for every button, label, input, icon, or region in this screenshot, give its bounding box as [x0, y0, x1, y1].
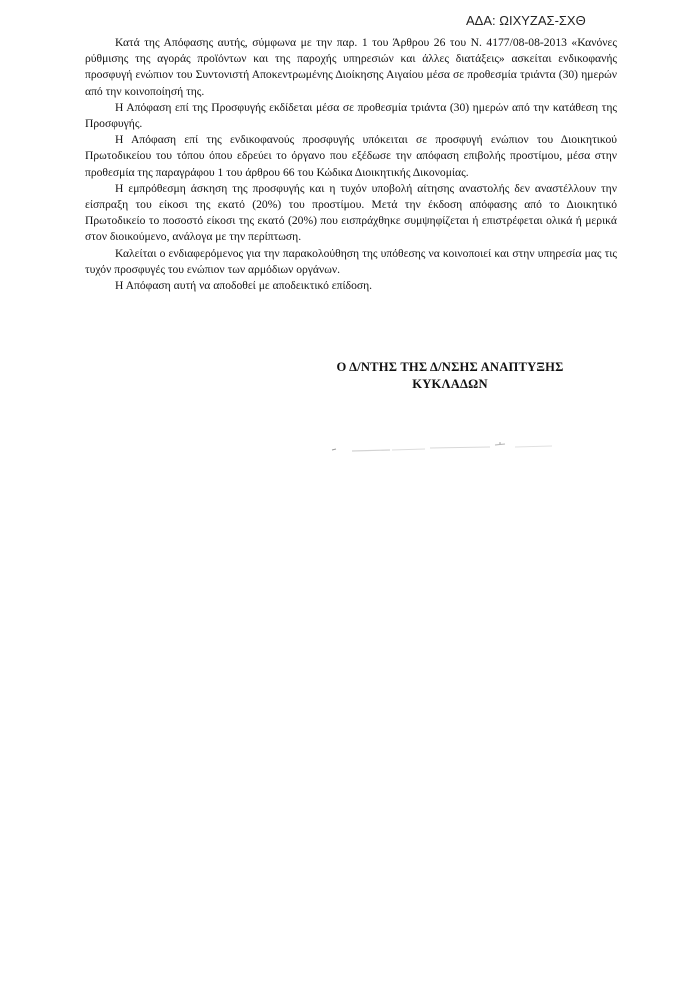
paragraph-court-appeal: Η Απόφαση επί της ενδικοφανούς προσφυγής υπόκειται σε προσφυγή ενώπιον του Διοικητικού Πρωτοδικείου του τόπου όπου εδρεύει το όργανο που εξέδωσε την απόφαση επιβολής προστίμου, μέσα στην προθεσμία της παραγράφου 1 του άρθρου 66 του Κώδικα Διοικητικής Δικονομίας.: [85, 133, 617, 179]
ada-code: ΑΔΑ: ΩΙΧΥΖΑΣ-ΣΧΘ: [466, 13, 586, 25]
paragraph-appeal-right: Κατά της Απόφασης αυτής, σύμφωνα με την παρ. 1 του Άρθρου 26 του Ν. 4177/08-08-2013 «Κανόνες ρύθμισης της αγοράς προϊόντων και της παροχής υπηρεσιών και άλλες διατάξεις» ασκείται ενδικοφανής προσφυγή ενώπιον του Συντονιστή Αποκεντρωμένης Διοίκησης Αιγαίου μέσα σε προθεσμία τριάντα (30) ημερών από την κοινοποίησή της.: [85, 36, 617, 98]
signature-title: Ο Δ/ΝΤΗΣ ΤΗΣ Δ/ΝΣΗΣ ΑΝΑΠΤΥΞΗΣ: [336, 360, 564, 374]
paragraph-notification: Καλείται ο ενδιαφερόμενος για την παρακολούθηση της υπόθεσης να κοινοποιεί και στην υπηρεσία μας τις τυχόν προσφυγές του ενώπιον των αρμόδιων οργάνων.: [85, 246, 617, 276]
document-body: [85, 35, 617, 294]
paragraph-suspension: Η εμπρόθεσμη άσκηση της προσφυγής και η τυχόν υποβολή αίτησης αναστολής δεν αναστέλλουν την είσπραξη του είκοσι της εκατό (20%) του προστίμου. Μετά την έκδοση απόφασης από το Διοικητικό Πρωτοδικείο το ποσοστό είκοσι της εκατό (20%) που εισπράχθηκε συμψηφίζεται ή επιστρέφεται ολικά ή μερικά στον διοικούμενο, ανάλογα με την περίπτωση.: [85, 181, 617, 244]
paragraph-decision-deadline: Η Απόφαση επί της Προσφυγής εκδίδεται μέσα σε προθεσμία τριάντα (30) ημερών από την κατάθεση της Προσφυγής.: [85, 100, 617, 131]
paragraph-delivery: Η Απόφαση αυτή να αποδοθεί με αποδεικτικό επίδοση.: [115, 279, 373, 293]
signature-department: ΚΥΚΛΑΔΩΝ: [412, 376, 488, 391]
redacted-signature-mark: [330, 438, 555, 454]
signature-block: [300, 359, 600, 392]
